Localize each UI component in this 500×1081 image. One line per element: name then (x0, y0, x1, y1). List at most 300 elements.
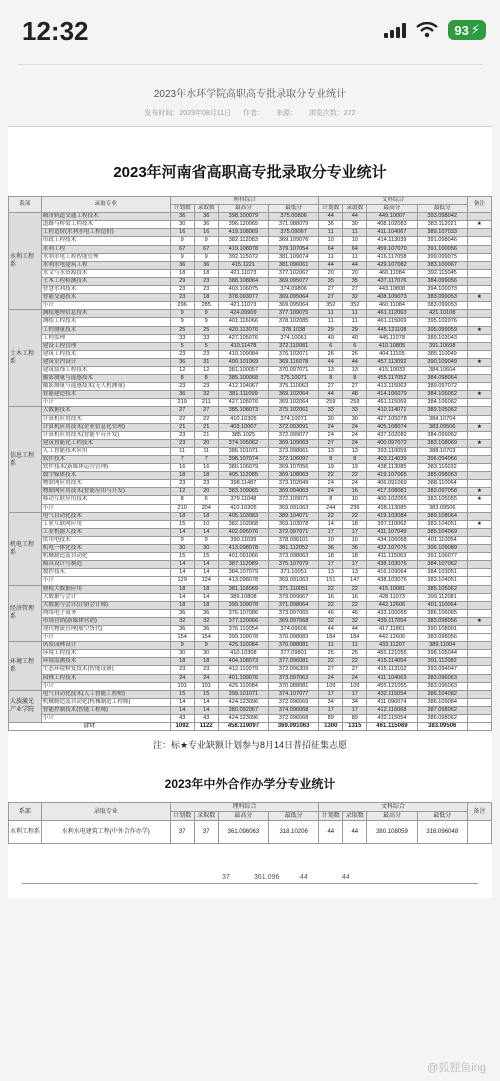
cell: 415.113102 (367, 666, 417, 674)
cell: 439.117054 (367, 617, 417, 625)
cell: 373.098061 (269, 447, 319, 455)
subtotal-row (9, 399, 492, 407)
cell-major: 建设工程管理 (41, 342, 170, 350)
cell: 392.115072 (218, 253, 268, 261)
table-row (9, 366, 492, 374)
cell-major: 水利水电建筑工程(中外合作办学) (41, 821, 170, 844)
header-science: 理科综合 (170, 803, 319, 812)
cell: 393.110059 (367, 447, 417, 455)
cell: 460.11084 (367, 302, 417, 310)
cell-major: 道路与桥梁工程技术 (41, 221, 170, 229)
cell: 24 (319, 423, 343, 431)
cell: 352 (343, 302, 367, 310)
cell-note (467, 634, 491, 642)
cell: 369.103078 (269, 520, 319, 528)
cell-dept: 环境工程系 (9, 642, 42, 691)
cell: 44 (319, 358, 343, 366)
document-header (18, 64, 482, 118)
table-row (9, 334, 492, 342)
cell-note: ★ (467, 488, 491, 496)
cell-note (467, 536, 491, 544)
cell-note (467, 666, 491, 674)
cell: 461.115069 (367, 399, 417, 407)
cell: 389.104071 (269, 512, 319, 520)
cell-major: 智能控制技术(智能工程师) (41, 706, 170, 714)
cell: 30 (170, 650, 194, 658)
cell: 384.103051 (417, 569, 467, 577)
cell-major: 市政工程技术 (41, 237, 170, 245)
cell: 67 (170, 245, 194, 253)
cell: 410.109084 (218, 350, 268, 358)
cell-note (467, 464, 491, 472)
cell-major: 人工智能技术应用 (41, 447, 170, 455)
cell: 432.115054 (367, 690, 417, 698)
cell: 20 (194, 488, 218, 496)
cell: 33 (194, 334, 218, 342)
cell: 391.10608 (417, 342, 467, 350)
wifi-icon (416, 22, 438, 38)
table-row (9, 480, 492, 488)
cell-note (467, 593, 491, 601)
cell: 389.11004 (417, 642, 467, 650)
cell: 11 (319, 318, 343, 326)
subtotal-row (9, 634, 492, 642)
cell: 32 (343, 294, 367, 302)
cell: 371.088079 (269, 221, 319, 229)
cell: 14 (319, 520, 343, 528)
ruler-label: 37 (222, 874, 230, 882)
cell: 372.110081 (269, 342, 319, 350)
table-row (9, 439, 492, 447)
cell-major: 工程造价(水利水电工程造价) (41, 229, 170, 237)
cell: 32 (194, 391, 218, 399)
cell: 147 (343, 577, 367, 585)
cell: 14 (170, 569, 194, 577)
header-dept: 系部 (9, 197, 42, 213)
cell: 403.106075 (218, 286, 268, 294)
table-row (9, 326, 492, 334)
cell: 376.110054 (218, 625, 268, 633)
cell: 432.107076 (367, 545, 417, 553)
cell: 14 (194, 569, 218, 577)
cell: 15 (170, 553, 194, 561)
cell: 403.114039 (367, 456, 417, 464)
cell: 219 (170, 399, 194, 407)
cell: 369.094063 (269, 488, 319, 496)
table-row (9, 706, 492, 714)
cell: 383.098056 (417, 634, 467, 642)
cell: 379.11048 (218, 496, 268, 504)
signal-icon (384, 22, 406, 38)
cell: 374.107077 (269, 690, 319, 698)
cell: 5 (194, 342, 218, 350)
subtotal-row (9, 577, 492, 585)
cell: 372.106097 (269, 456, 319, 464)
cell-major: 环境工程技术 (41, 650, 170, 658)
total-row (9, 723, 492, 731)
cell: 383.104051 (417, 577, 467, 585)
cell: 5 (170, 342, 194, 350)
cell: 18 (194, 601, 218, 609)
cell: 376.102071 (269, 350, 319, 358)
cell: 67 (194, 245, 218, 253)
status-time: 12:32 (22, 16, 89, 46)
cell-note (467, 286, 491, 294)
cell: 36 (194, 625, 218, 633)
cell-note (467, 334, 491, 342)
cell-note (467, 245, 491, 253)
cell-note (467, 318, 491, 326)
cell: 10 (343, 536, 367, 544)
cell-major: 小计 (41, 302, 170, 310)
cell: 17 (319, 706, 343, 714)
cell: 259 (319, 399, 343, 407)
cell: 32 (343, 617, 367, 625)
table-row (9, 472, 492, 480)
table-row (9, 415, 492, 423)
cell: 11 (319, 642, 343, 650)
cell: 18 (343, 520, 367, 528)
header-sub: 最高分 (218, 205, 268, 213)
cell: 399.109078 (218, 634, 268, 642)
cell: 433.100065 (367, 609, 417, 617)
cell: 419.108069 (218, 229, 268, 237)
cell: 24 (170, 674, 194, 682)
table-row (9, 545, 492, 553)
cell-major: 测绘地理信息技术 (41, 310, 170, 318)
cell: 442.12606 (367, 634, 417, 642)
cell: 27 (343, 286, 367, 294)
cell: 11 (343, 318, 367, 326)
cell: 385.1025 (218, 431, 268, 439)
status-bar (0, 0, 500, 64)
cell: 388.110064 (417, 480, 467, 488)
cell: 380.092067 (218, 706, 268, 714)
cell: 151 (319, 577, 343, 585)
cell: 372.096069 (269, 698, 319, 706)
cell-dept: 水利工程系 (9, 213, 42, 310)
cell: 18 (194, 472, 218, 480)
cell: 398.100079 (218, 213, 268, 221)
cell: 44 (343, 821, 367, 844)
cell: 387.098062 (417, 706, 467, 714)
cell: 36 (194, 213, 218, 221)
header-sub: 最高分 (218, 812, 268, 821)
cell: 401.110054 (417, 536, 467, 544)
header-sub: 最低分 (269, 812, 319, 821)
cell: 30 (319, 415, 343, 423)
cell: 438.103076 (367, 577, 417, 585)
cell-major: 水利水电建筑工程 (41, 261, 170, 269)
cell: 369.095064 (269, 302, 319, 310)
table-row (9, 666, 492, 674)
cell: 400.101069 (218, 358, 268, 366)
table-row (9, 464, 492, 472)
cell: 399.109078 (218, 601, 268, 609)
table-row (9, 528, 492, 536)
cell: 18 (194, 294, 218, 302)
header-sub: 最低分 (269, 205, 319, 213)
cell: 373.098063 (269, 553, 319, 561)
cell: 438.103076 (367, 561, 417, 569)
cell-note: ★ (467, 439, 491, 447)
cell: 11 (319, 310, 343, 318)
cell: 408.102083 (367, 221, 417, 229)
cell: 18 (170, 269, 194, 277)
cell: 401.116066 (218, 318, 268, 326)
cell: 16 (319, 593, 343, 601)
cell: 9 (170, 237, 194, 245)
header-note: 备注 (467, 803, 491, 821)
cell: 383.105055 (417, 496, 467, 504)
table-row (9, 213, 492, 221)
cell: 10 (343, 496, 367, 504)
cell: 383.09506 (417, 423, 467, 431)
cell: 425.110084 (218, 642, 268, 650)
cell: 416.117058 (367, 253, 417, 261)
table-row (9, 423, 492, 431)
table-row (9, 253, 492, 261)
table-row (9, 617, 492, 625)
cell: 17 (343, 528, 367, 536)
cell-note (467, 350, 491, 358)
cell: 389.105062 (417, 407, 467, 415)
cell: 393.098042 (417, 213, 467, 221)
ruler-label: 44 (300, 874, 308, 882)
cell: 11 (343, 642, 367, 650)
cell: 369.107056 (269, 464, 319, 472)
cell: 210 (170, 504, 194, 512)
cell: 36 (343, 545, 367, 553)
cell-major: 工业互联网应用 (41, 520, 170, 528)
cell: 415.10033 (367, 366, 417, 374)
cell: 373.097065 (269, 609, 319, 617)
cell: 385.110049 (417, 350, 467, 358)
cell: 389.108064 (417, 512, 467, 520)
cell: 369.109063 (269, 439, 319, 447)
cell: 385.104069 (417, 528, 467, 536)
cell: 36 (170, 261, 194, 269)
cell: 386.106065 (417, 609, 467, 617)
table-row (9, 569, 492, 577)
cell: 6 (194, 496, 218, 504)
cell: 372.109071 (269, 496, 319, 504)
cell: 27 (194, 407, 218, 415)
cell-note (467, 229, 491, 237)
cell-major: 财税大数据应用 (41, 585, 170, 593)
cell: 383.108069 (417, 439, 467, 447)
table2-title: 2023年中外合作办学分专业统计 (164, 777, 336, 792)
header-arts: 文科综合 (319, 803, 468, 812)
cell: 389.103043 (417, 334, 467, 342)
cell: 400.102065 (367, 496, 417, 504)
table-row (9, 407, 492, 415)
cell: 382.112083 (218, 237, 268, 245)
cell: 375.110063 (269, 383, 319, 391)
cell-major: 数字媒体技术 (41, 472, 170, 480)
cell: 11 (319, 253, 343, 261)
cell: 31 (194, 358, 218, 366)
cell: 44 (343, 261, 367, 269)
cell-note (467, 269, 491, 277)
cell-major: 小计 (41, 504, 170, 512)
cell: 24 (343, 439, 367, 447)
cell: 16 (343, 593, 367, 601)
watermark: @狐狸鱼ing (427, 1062, 486, 1074)
cell: 24 (343, 423, 367, 431)
cell: 381.109074 (269, 253, 319, 261)
cell-note (467, 472, 491, 480)
cell-major: 机械制造及自动化(机械制造工程师) (41, 698, 170, 706)
cell: 372.096309 (269, 666, 319, 674)
cell: 14 (170, 698, 194, 706)
cell: 9 (194, 318, 218, 326)
cell: 36 (170, 391, 194, 399)
cell: 438.113085 (367, 504, 417, 512)
cell: 394.100073 (417, 286, 467, 294)
cell: 383.109065 (218, 488, 268, 496)
header-sub: 计划数 (319, 812, 343, 821)
header-sub: 计划数 (170, 812, 194, 821)
cell: 35 (343, 277, 367, 285)
cell-major: 软件技术(新媒体运营管理) (41, 464, 170, 472)
cell-major: 建筑装饰工程技术 (41, 366, 170, 374)
header-sub: 最低分 (417, 205, 467, 213)
table-row (9, 625, 492, 633)
cell-major: 供用电技术 (41, 536, 170, 544)
cell: 32 (194, 617, 218, 625)
cell: 370.097071 (269, 366, 319, 374)
cell: 419.108078 (218, 245, 268, 253)
cell: 385.098063 (417, 472, 467, 480)
cell: 9 (170, 253, 194, 261)
cell: 13 (343, 447, 367, 455)
cell-note (467, 407, 491, 415)
cell: 23 (194, 350, 218, 358)
cell: 44 (319, 391, 343, 399)
cell: 36 (194, 609, 218, 617)
table-row (9, 391, 492, 399)
cell: 36 (319, 221, 343, 229)
cell: 372.093091 (269, 423, 319, 431)
cell: 369.108063 (269, 472, 319, 480)
document-title: 2023年水环学院高职高专批录取分专业统计 (153, 89, 347, 100)
cell: 204 (194, 504, 218, 512)
cell: 46 (343, 609, 367, 617)
cell: 371.110051 (269, 585, 319, 593)
cell-major: 大数据与会计(注册会计师) (41, 601, 170, 609)
cell: 383.116032 (417, 464, 467, 472)
cell: 32 (319, 617, 343, 625)
cell: 415.1221 (218, 261, 268, 269)
cell: 369.091063 (269, 577, 319, 585)
cell: 403.10007 (218, 423, 268, 431)
cell-major: 计算机应用技术 (41, 415, 170, 423)
cell-major: 智能交通技术 (41, 294, 170, 302)
cell: 375.102061 (269, 407, 319, 415)
cell: 40 (319, 334, 343, 342)
cell: 36 (194, 221, 218, 229)
table-row (9, 553, 492, 561)
battery-level: 93 (454, 22, 469, 38)
charging-icon: ⚡ (470, 22, 480, 37)
table-row (9, 496, 492, 504)
cell-major: 风景园林设计 (41, 642, 170, 650)
table-row (9, 642, 492, 650)
cell: 429.107082 (367, 261, 417, 269)
cell-dept: 土木工程系 (9, 310, 42, 407)
cell-note (467, 625, 491, 633)
cell: 369.091063 (269, 723, 319, 731)
cell: 12 (170, 366, 194, 374)
cell: 24 (343, 480, 367, 488)
cell: 36 (170, 625, 194, 633)
cell-major: 智能建造技术 (41, 391, 170, 399)
cell: 29 (319, 326, 343, 334)
cell: 15 (194, 690, 218, 698)
cell: 296 (170, 302, 194, 310)
table-row (9, 245, 492, 253)
cell: 384.099056 (417, 277, 467, 285)
cell: 386.104082 (417, 690, 467, 698)
cell: 44 (319, 821, 343, 844)
cell: 371.10051 (269, 569, 319, 577)
cell: 455.117052 (367, 375, 417, 383)
cell: 461.115069 (367, 723, 417, 731)
cell: 383.112021 (417, 221, 467, 229)
cell: 33 (170, 334, 194, 342)
cell: 7 (170, 456, 194, 464)
cell-note: ★ (467, 391, 491, 399)
cell: 375.10071 (269, 375, 319, 383)
cell: 13 (319, 366, 343, 374)
cell: 27 (319, 666, 343, 674)
cell: 20 (343, 269, 367, 277)
table-row (9, 488, 492, 496)
table-row (9, 593, 492, 601)
table-row (9, 456, 492, 464)
table-row (9, 294, 492, 302)
cell: 8 (343, 456, 367, 464)
cell: 23 (170, 383, 194, 391)
cell: 1315 (343, 723, 367, 731)
cell: 381.111099 (218, 391, 268, 399)
cell-major: 机电一体化技术 (41, 545, 170, 553)
cell: 369.095064 (269, 294, 319, 302)
cell-major: 生态环境修复技术(智能设备) (41, 666, 170, 674)
cell: 18 (170, 472, 194, 480)
cell: 15 (194, 553, 218, 561)
cell-major: 土木工程检测技术 (41, 277, 170, 285)
cell-major: 摄影测量与遥感技术(无人机测量) (41, 383, 170, 391)
cell: 384.10704 (417, 415, 467, 423)
cell: 410.114071 (367, 407, 417, 415)
cell: 406.091069 (367, 480, 417, 488)
cell: 383.099053 (417, 294, 467, 302)
cell-major: 小计 (41, 577, 170, 585)
cell: 415.10081 (367, 585, 417, 593)
cell-major: 建筑工程技术 (41, 350, 170, 358)
cell: 14 (194, 706, 218, 714)
cell-major: 小计 (41, 715, 170, 723)
cell: 14 (170, 528, 194, 536)
cell: 14 (194, 528, 218, 536)
cell-note (467, 277, 491, 285)
document-meta (18, 108, 482, 118)
cell-note: ★ (467, 326, 491, 334)
cell: 445.11078 (367, 334, 417, 342)
cell: 369.116078 (269, 358, 319, 366)
